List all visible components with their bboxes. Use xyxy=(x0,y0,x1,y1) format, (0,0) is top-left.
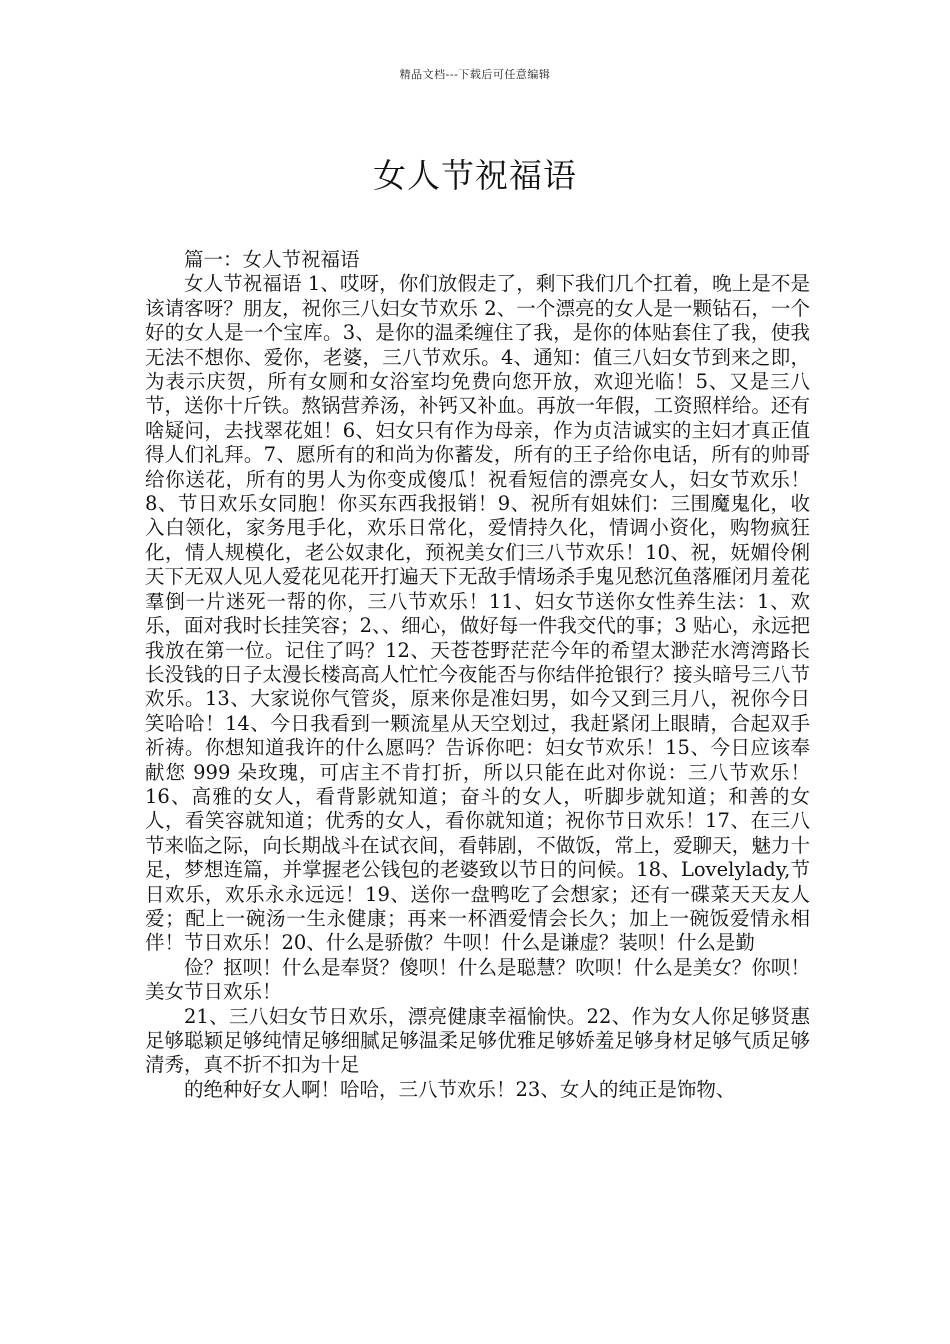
page-header-note: 精品文档---下载后可任意编辑 xyxy=(399,68,551,81)
body-paragraph: 21、三八妇女节日欢乐，漂亮健康幸福愉快。22、作为女人你足够贤惠足够聪颖足够纯情足够细腻足够温柔足够优雅足够娇羞足够身材足够气质足够清秀，真不折不扣为十足 xyxy=(145,1004,810,1077)
document-body xyxy=(145,248,810,1102)
document-title: 女人节祝福语 xyxy=(373,156,577,196)
section-heading: 篇一：女人节祝福语 xyxy=(184,248,360,271)
body-paragraph: 女人节祝福语 1、哎呀，你们放假走了，剩下我们几个扛着，晚上是不是该请客呀？朋友，祝你三八妇女节欢乐 2、一个漂亮的女人是一颗钻石，一个好的女人是一个宝库。3、是你的温柔缠住了我，是你的体贴套住了我，使我无法不想你、爱你，老婆，三八节欢乐。4、通知：值三八妇女节到来之即，为表示庆贺，所有女厕和女浴室均免费向您开放，欢迎光临！5、又是三八节，送你十斤铁。熬锅营养汤，补钙又补血。再放一年假，工资照样给。还有啥疑问，去找翠花姐！6、妇女只有作为母亲，作为贞洁诚实的主妇才真正值得人们礼拜。7、愿所有的和尚为你蓄发，所有的王子给你电话，所有的帅哥给你送花，所有的男人为你变成傻瓜！祝看短信的漂亮女人，妇女节欢乐！8、节日欢乐女同胞！你买东西我报销！9、祝所有姐妹们：三围魔鬼化，收入白领化，家务甩手化，欢乐日常化，爱情持久化，情调小资化，购物疯狂化，情人规模化，老公奴隶化，预祝美女们三八节欢乐！10、祝，妩媚伶俐天下无双人见人爱花见花开打遍天下无敌手情场杀手鬼见愁沉鱼落雁闭月羞花羣倒一片迷死一帮的你，三八节欢乐！11、妇女节送你女性养生法：1、欢乐，面对我时长挂笑容；2、、细心，做好每一件我交代的事；3 贴心，永远把我放在第一位。记住了吗？12、天苍苍野茫茫今年的希望太渺茫水湾湾路长长没钱的日子太漫长楼高高人忙忙今夜能否与你结伴抢银行？接头暗号三八节欢乐。13、大家说你气管炎，原来你是准妇男，如今又到三月八，祝你今日笑哈哈！14、今日我看到一颗流星从天空划过，我赶紧闭上眼睛，合起双手祈祷。你想知道我许的什么愿吗？告诉你吧：妇女节欢乐！15、今日应该奉献您 999 朵玫瑰，可店主不肯打折，所以只能在此对你说：三八节欢乐！16、高雅的女人，看背影就知道；奋斗的女人，听脚步就知道；和善的女人，看笑容就知道；优秀的女人，看你就知道；祝你节日欢乐！17、在三八节来临之际，向长期战斗在试衣间，看韩剧，不做饭，常上，爱聊天，魅力十足，梦想连篇，并掌握老公钱包的老婆致以节日的问候。18、Lovelylady,节日欢乐，欢乐永永远远！19、送你一盘鸭吃了会想家；还有一碟菜天天友人爱；配上一碗汤一生永健康；再来一杯酒爱情会长久；加上一碗饭爱情永相伴！节日欢乐！20、什么是骄傲？牛呗！什么是谦虚？装呗！什么是勤 xyxy=(145,272,810,955)
body-paragraph: 俭？抠呗！什么是奉贤？傻呗！什么是聪慧？吹呗！什么是美女？你呗！美女节日欢乐！ xyxy=(145,955,810,1004)
body-paragraph: 的绝种好女人啊！哈哈，三八节欢乐！23、女人的纯正是饰物、 xyxy=(184,1077,736,1101)
